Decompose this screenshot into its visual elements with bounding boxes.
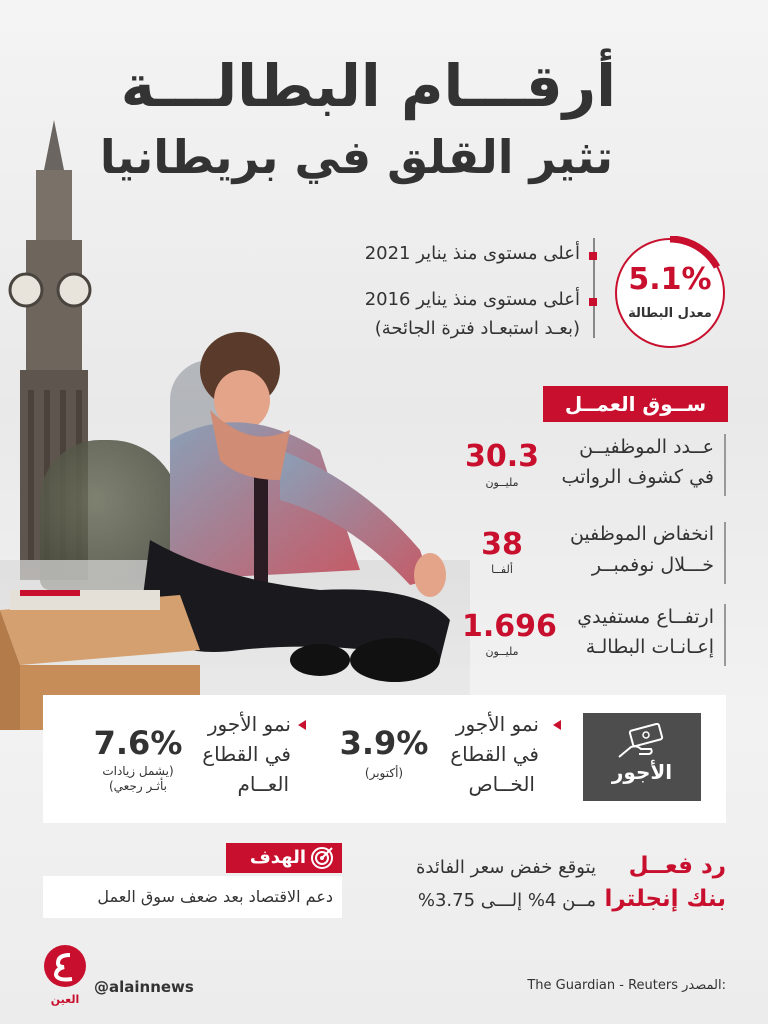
labor-item-3-value: 1.696 [462,609,557,644]
goal-label: الهدف [249,847,306,868]
labor-item-2-line-1: انخفاض الموظفين [569,523,714,545]
item-line [724,434,726,496]
reaction-heading-1: رد فعــل [628,853,726,879]
labor-item-1-value: 30.3 [464,439,540,474]
bullet-marker [589,252,597,260]
labor-item-1-line-1: عــدد الموظفيــن [579,436,714,458]
title-line-2: تثير القلق في بريطانيا [99,130,613,184]
money-hand-icon [617,723,667,765]
private-wages-line-1: نمو الأجور [455,712,539,736]
unemployment-bullet-2: أعلى مستوى منذ يناير 2016 [364,289,580,310]
wages-label: الأجور [611,760,673,784]
source-value: The Guardian - Reuters [527,978,678,993]
public-wages-line-2: في القطاع [202,742,291,766]
source-label: المصدر: [682,978,726,993]
labor-item-1-line-2: في كشوف الرواتب [561,466,714,488]
social-handle: @alainnews [94,978,194,996]
labor-market-heading: ســوق العمــل [543,386,728,422]
source-line [480,978,726,993]
unemployment-bullet-3: (بعـد استبعـاد فترة الجائحة) [374,318,580,339]
public-wages-line-1: نمو الأجور [207,712,291,736]
alain-logo-icon [42,943,88,989]
labor-item-3-line-2: إعـانـات البطالـة [585,636,714,658]
goal-text: دعم الاقتصاد بعد ضعف سوق العمل [97,887,333,906]
public-wages-note-1: (يشمل زيادات [102,764,174,778]
unemployment-rate-value: 5.1% [628,262,712,297]
item-line [724,522,726,584]
labor-item-2-unit: ألفــا [491,563,513,576]
labor-item-3-unit: مليــون [485,645,519,658]
reaction-heading-2: بنك إنجلترا [604,886,726,912]
item-line [724,604,726,666]
private-wages-line-3: الخــاص [468,772,535,796]
target-icon [310,846,334,870]
public-wages-note-2: بأثـر رجعي) [109,779,167,793]
public-wages-line-3: العــام [237,772,289,796]
arrow-marker [553,720,561,730]
unemployment-bullet-1: أعلى مستوى منذ يناير 2021 [364,243,580,264]
unemployment-rate-label: معدل البطالة [628,306,712,321]
private-wages-note: (أكتوبر) [364,766,404,780]
reaction-text-1: يتوقع خفض سعر الفائدة [415,857,596,878]
private-wages-value: 3.9% [339,724,429,762]
reaction-text-2: مــن 4% إلـــى 3.75% [417,890,596,911]
labor-item-2-line-2: خـــلال نوفمبــر [591,554,714,576]
labor-item-3-line-1: ارتفــاع مستفيدي [577,606,714,628]
logo-text: العين [50,993,80,1006]
public-wages-value: 7.6% [93,724,183,762]
labor-item-1-unit: مليــون [485,476,519,489]
labor-item-2-value: 38 [481,527,523,562]
bullet-marker [589,298,597,306]
title-line-1: أرقـــام البطالـــة [120,52,616,120]
private-wages-line-2: في القطاع [450,742,539,766]
arrow-marker [298,720,306,730]
wages-label-box [583,713,701,801]
alain-logo [42,943,88,1006]
